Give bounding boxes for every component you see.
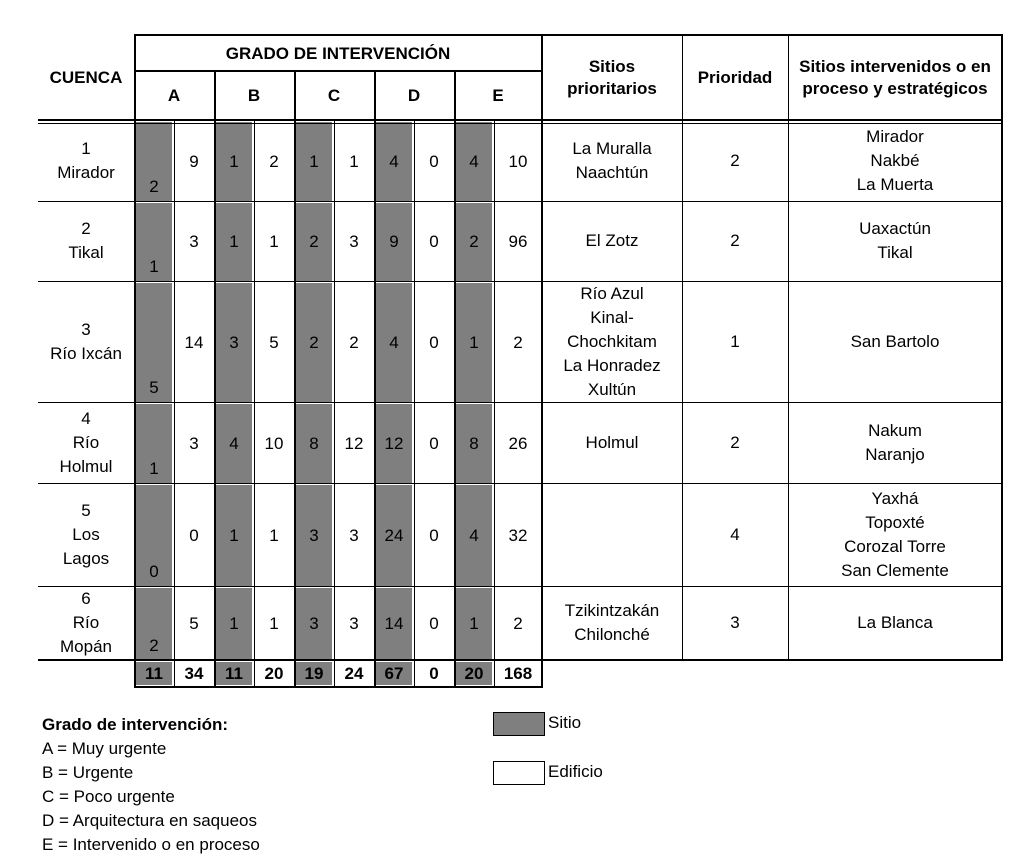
- sitio-legend-label: Sitio: [548, 713, 582, 732]
- edificio-count-b: 10: [264, 433, 284, 453]
- rule-v-grado-end: [541, 34, 543, 688]
- legend-item-c: C = Poco urgente: [42, 787, 175, 806]
- sitio-count-c: 3: [296, 588, 332, 660]
- rule-row: [38, 201, 1002, 202]
- total-sitio-b: 11: [216, 662, 252, 685]
- header-grade-a: A: [167, 86, 181, 105]
- edificio-count-a: 14: [184, 332, 204, 352]
- sitio-count-e: 8: [456, 404, 492, 483]
- rule-v-cuenca: [134, 34, 136, 688]
- legend-item-e: E = Intervenido o en proceso: [42, 835, 260, 854]
- header-grado: GRADO DE INTERVENCIÓN: [225, 44, 451, 63]
- prioridad-cell: 4: [730, 524, 740, 544]
- header-sitios-intervenidos: Sitios intervenidos o en proceso y estratégicos: [799, 57, 991, 98]
- rule-v-sub: [414, 120, 415, 688]
- sitio-count-e: 4: [456, 122, 492, 201]
- rule-grade-header: [134, 70, 542, 72]
- sitio-count-a: 0: [136, 485, 172, 586]
- header-grade-d: D: [407, 86, 421, 105]
- sitios-prioritarios-cell: El Zotz: [585, 231, 639, 250]
- edificio-swatch: [493, 761, 545, 785]
- edificio-count-e: 26: [508, 433, 528, 453]
- total-sitio-e: 20: [456, 662, 492, 685]
- sitio-count-a: 1: [136, 404, 172, 483]
- legend-item-d: D = Arquitectura en saqueos: [42, 811, 257, 830]
- edificio-count-b: 1: [269, 232, 279, 251]
- cuenca-cell: 5 Los Lagos: [62, 500, 110, 568]
- legend-title: Grado de intervención:: [42, 715, 229, 734]
- edificio-count-e: 96: [508, 232, 528, 251]
- edificio-count-a: 5: [189, 614, 199, 633]
- sitio-count-b: 1: [216, 122, 252, 201]
- rule-v-prioridad: [788, 34, 789, 661]
- sitio-count-b: 3: [216, 283, 252, 402]
- sitio-swatch: [493, 712, 545, 736]
- edificio-count-a: 9: [189, 151, 199, 171]
- sitios-prioritarios-cell: [542, 483, 682, 586]
- rule-v-sub: [254, 120, 255, 688]
- rule-row: [38, 483, 1002, 484]
- legend: [42, 713, 260, 857]
- sitio-count-d: 24: [376, 485, 412, 586]
- edificio-count-c: 3: [349, 614, 359, 633]
- sitio-count-d: 4: [376, 283, 412, 402]
- edificio-count-b: 2: [269, 151, 279, 171]
- prioridad-cell: 1: [730, 331, 740, 351]
- edificio-count-b: 5: [269, 332, 279, 352]
- sitio-count-c: 1: [296, 122, 332, 201]
- sitio-count-d: 14: [376, 588, 412, 660]
- cuenca-cell: 3 Río Ixcán: [50, 319, 122, 363]
- edificio-count-e: 2: [513, 614, 523, 633]
- sitio-count-a: 2: [136, 122, 172, 201]
- edificio-legend-label: Edificio: [548, 762, 603, 781]
- edificio-count-c: 1: [349, 151, 359, 171]
- sitios-prioritarios-cell: La Muralla Naachtún: [572, 138, 652, 182]
- edificio-count-c: 2: [349, 332, 359, 352]
- sitios-prioritarios-cell: Río Azul Kinal- Chochkitam La Honradez Xultún: [563, 283, 661, 399]
- sitio-count-e: 2: [456, 203, 492, 281]
- edificio-count-d: 0: [429, 614, 439, 633]
- edificio-count-e: 10: [508, 151, 528, 171]
- edificio-count-a: 3: [189, 232, 199, 251]
- total-edificio-e: 168: [503, 663, 533, 683]
- sitio-count-a: 2: [136, 588, 172, 660]
- edificio-count-b: 1: [269, 525, 279, 545]
- sitio-count-a: 5: [136, 283, 172, 402]
- rule-row: [38, 281, 1002, 282]
- sitios-intervenidos-cell: Nakum Naranjo: [865, 420, 925, 464]
- prioridad-cell: 2: [730, 231, 740, 250]
- sitio-count-b: 1: [216, 203, 252, 281]
- legend-item-b: B = Urgente: [42, 763, 134, 782]
- sitios-intervenidos-cell: San Bartolo: [850, 331, 940, 351]
- rule-v-sub: [174, 120, 175, 688]
- sitio-count-e: 1: [456, 588, 492, 660]
- rule-row: [38, 586, 1002, 587]
- edificio-count-b: 1: [269, 614, 279, 633]
- sitios-prioritarios-cell: Holmul: [585, 432, 639, 452]
- edificio-count-d: 0: [429, 332, 439, 352]
- sitio-count-e: 1: [456, 283, 492, 402]
- rule-header-bottom: [38, 119, 1002, 121]
- sitio-count-d: 9: [376, 203, 412, 281]
- rule-v-sub: [334, 120, 335, 688]
- sitio-count-b: 1: [216, 588, 252, 660]
- sitio-count-c: 2: [296, 283, 332, 402]
- sitio-count-b: 4: [216, 404, 252, 483]
- total-sitio-d: 67: [376, 662, 412, 685]
- rule-v-right: [1001, 34, 1003, 661]
- rule-totals-bottom: [134, 686, 542, 688]
- rule-v-sitios: [682, 34, 683, 661]
- sitio-count-b: 1: [216, 485, 252, 586]
- rule-body-bottom: [38, 659, 1002, 661]
- rule-v-sub: [494, 120, 495, 688]
- sitio-count-a: 1: [136, 203, 172, 281]
- legend-item-a: A = Muy urgente: [42, 739, 167, 758]
- rule-row: [38, 402, 1002, 403]
- total-edificio-a: 34: [184, 663, 204, 683]
- edificio-count-e: 2: [513, 332, 523, 352]
- edificio-count-a: 3: [189, 433, 199, 453]
- cuenca-cell: 2 Tikal: [68, 219, 104, 262]
- prioridad-cell: 3: [730, 613, 740, 632]
- total-sitio-a: 11: [136, 662, 172, 685]
- total-edificio-b: 20: [264, 663, 284, 683]
- edificio-count-d: 0: [429, 151, 439, 171]
- header-grade-b: B: [247, 86, 261, 105]
- rule-header-bottom-inner: [38, 123, 1002, 124]
- edificio-count-c: 12: [344, 433, 364, 453]
- header-grade-e: E: [492, 86, 504, 105]
- rule-v-grade: [294, 72, 296, 688]
- edificio-count-d: 0: [429, 232, 439, 251]
- rule-top: [134, 34, 1002, 36]
- sitio-count-d: 4: [376, 122, 412, 201]
- header-sitios-prioritarios: Sitios prioritarios: [567, 57, 657, 98]
- edificio-count-d: 0: [429, 525, 439, 545]
- sitios-intervenidos-cell: La Blanca: [857, 613, 933, 632]
- total-edificio-c: 24: [344, 663, 364, 683]
- cuenca-cell: 1 Mirador: [57, 138, 115, 182]
- total-sitio-c: 19: [296, 662, 332, 685]
- prioridad-cell: 2: [730, 432, 740, 452]
- sitio-count-e: 4: [456, 485, 492, 586]
- header-cuenca: CUENCA: [49, 68, 123, 87]
- sitios-prioritarios-cell: Tzikintzakán Chilonché: [564, 601, 660, 644]
- header-prioridad: Prioridad: [697, 68, 773, 87]
- rule-v-grade: [374, 72, 376, 688]
- sitio-count-c: 8: [296, 404, 332, 483]
- sitios-intervenidos-cell: Yaxhá Topoxté Corozal Torre San Clemente: [841, 488, 949, 580]
- sitios-intervenidos-cell: Mirador Nakbé La Muerta: [856, 126, 934, 194]
- edificio-count-c: 3: [349, 525, 359, 545]
- edificio-count-c: 3: [349, 232, 359, 251]
- cuenca-cell: 6 Río Mopán: [60, 589, 112, 656]
- rule-v-grade: [214, 72, 216, 688]
- edificio-count-d: 0: [429, 433, 439, 453]
- header-grade-c: C: [327, 86, 341, 105]
- sitio-count-d: 12: [376, 404, 412, 483]
- prioridad-cell: 2: [730, 150, 740, 170]
- sitios-intervenidos-cell: Uaxactún Tikal: [859, 219, 931, 262]
- total-edificio-d: 0: [429, 663, 439, 683]
- edificio-count-e: 32: [508, 525, 528, 545]
- edificio-count-a: 0: [189, 525, 199, 545]
- cuenca-cell: 4 Río Holmul: [59, 408, 113, 476]
- rule-v-grade: [454, 72, 456, 688]
- sitio-count-c: 3: [296, 485, 332, 586]
- sitio-count-c: 2: [296, 203, 332, 281]
